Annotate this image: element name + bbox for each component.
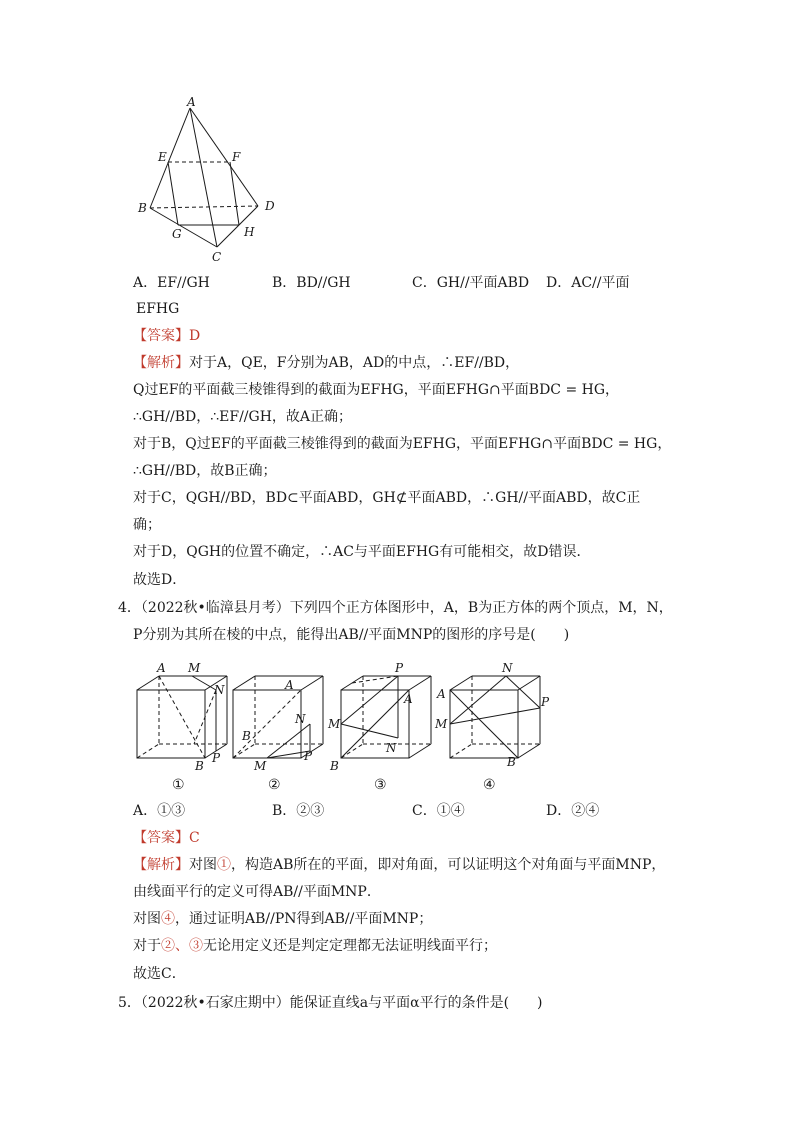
q3-choice-d[interactable]: D．AC//平面 bbox=[546, 275, 630, 291]
cube3-label-N: N bbox=[386, 741, 397, 755]
cube3-label-B: B bbox=[330, 759, 339, 773]
q3-choice-c[interactable]: C．GH//平面ABD bbox=[412, 275, 530, 291]
cube-4 bbox=[450, 676, 540, 758]
cube-2 bbox=[233, 676, 323, 758]
q4-answer bbox=[133, 828, 200, 848]
cube3-label-A: A bbox=[404, 692, 413, 706]
label-C: C bbox=[212, 250, 222, 264]
q4-analysis-line-3: 对图④，通过证明AB//PN得到AB//平面MNP； bbox=[133, 911, 433, 927]
cube3-label-P: P bbox=[395, 661, 404, 675]
q3-analysis-line-9: 故选D． bbox=[133, 572, 187, 588]
q4-analysis-line-5: 故选C． bbox=[133, 966, 186, 982]
cube4-label-N: N bbox=[502, 661, 513, 675]
cube4-number: ④ bbox=[483, 777, 496, 793]
q4-analysis-line-1: 【解析】对图①，构造AB所在的平面，即对角面，可以证明这个对角面与平面MNP， bbox=[133, 857, 666, 873]
q4-choice-d[interactable]: D．②④ bbox=[546, 803, 600, 819]
q3-analysis-line-7: 确； bbox=[133, 517, 161, 533]
q3-choice-d-cont: EFHG bbox=[136, 301, 180, 317]
cube3-label-M: M bbox=[328, 717, 341, 731]
label-E: E bbox=[158, 150, 167, 164]
cube-figures bbox=[132, 658, 552, 798]
cube2-label-M: M bbox=[254, 759, 267, 773]
answer-label: 【答案】 bbox=[133, 830, 189, 846]
cube1-label-A: A bbox=[157, 661, 166, 675]
cube2-number: ② bbox=[268, 777, 281, 793]
q3-analysis-line-4: 对于B，Q过EF的平面截三棱锥得到的截面为EFHG，平面EFHG∩平面BDC = HG， bbox=[133, 436, 672, 452]
q4-analysis-line-2: 由线面平行的定义可得AB//平面MNP． bbox=[133, 884, 381, 900]
label-G: G bbox=[172, 227, 182, 241]
q3-analysis-line-8: 对于D，QGH的位置不确定，∴AC与平面EFHG有可能相交，故D错误． bbox=[133, 544, 591, 560]
q4-choice-a[interactable]: A．①③ bbox=[133, 803, 186, 819]
q3-choice-b[interactable]: B．BD//GH bbox=[272, 275, 351, 291]
analysis-label: 【解析】 bbox=[133, 857, 189, 873]
answer-value: D bbox=[189, 328, 201, 344]
q4-stem-line-2: P分别为其所在棱的中点，能得出AB//平面MNP的图形的序号是( ) bbox=[133, 627, 570, 643]
q3-analysis-line-1: 【解析】对于A，QE，F分别为AB，AD的中点，∴EF//BD， bbox=[133, 355, 520, 371]
q3-choice-a[interactable]: A．EF//GH bbox=[133, 275, 210, 291]
cube2-label-P: P bbox=[304, 749, 313, 763]
cube1-number: ① bbox=[172, 777, 185, 793]
label-D: D bbox=[265, 199, 275, 213]
q3-analysis-line-3: ∴GH//BD，∴EF//GH，故A正确； bbox=[133, 409, 353, 425]
q4-choice-c[interactable]: C．①④ bbox=[412, 803, 465, 819]
cube4-label-M: M bbox=[435, 717, 448, 731]
label-A: A bbox=[187, 95, 196, 109]
label-B: B bbox=[138, 201, 147, 215]
q4-stem-line-1: 4．（2022秋•临漳县月考）下列四个正方体图形中，A，B为正方体的两个顶点，M，N， bbox=[118, 600, 673, 616]
cube4-label-B: B bbox=[507, 755, 516, 769]
cube2-label-B: B bbox=[242, 729, 251, 743]
label-F: F bbox=[232, 150, 241, 164]
answer-label: 【答案】 bbox=[133, 328, 189, 344]
cube2-label-N: N bbox=[295, 712, 306, 726]
cube4-label-P: P bbox=[541, 695, 550, 709]
cube1-label-M: M bbox=[188, 661, 201, 675]
q5-stem: 5．（2022秋•石家庄期中）能保证直线a与平面α平行的条件是( ) bbox=[118, 995, 543, 1011]
q4-choice-b[interactable]: B．②③ bbox=[272, 803, 325, 819]
cube1-label-P: P bbox=[212, 751, 221, 765]
answer-value: C bbox=[189, 830, 200, 846]
cube1-label-B: B bbox=[195, 759, 204, 773]
q3-analysis-line-5: ∴GH//BD，故B正确； bbox=[133, 463, 277, 479]
cube1-label-N: N bbox=[214, 683, 225, 697]
q3-analysis-line-6: 对于C，QGH//BD，BD⊂平面ABD，GH⊄平面ABD，∴GH//平面ABD，故C正 bbox=[133, 490, 641, 506]
q3-answer bbox=[133, 326, 200, 346]
label-H: H bbox=[244, 225, 255, 239]
cube2-label-A: A bbox=[285, 678, 294, 692]
analysis-label: 【解析】 bbox=[133, 355, 189, 371]
cube3-number: ③ bbox=[374, 777, 387, 793]
cube4-label-A: A bbox=[437, 687, 446, 701]
q4-analysis-line-4: 对于②、③无论用定义还是判定定理都无法证明线面平行； bbox=[133, 938, 497, 954]
tetrahedron-figure bbox=[130, 95, 290, 265]
q3-analysis-line-2: Q过EF的平面截三棱锥得到的截面为EFHG，平面EFHG∩平面BDC = HG， bbox=[133, 382, 620, 398]
